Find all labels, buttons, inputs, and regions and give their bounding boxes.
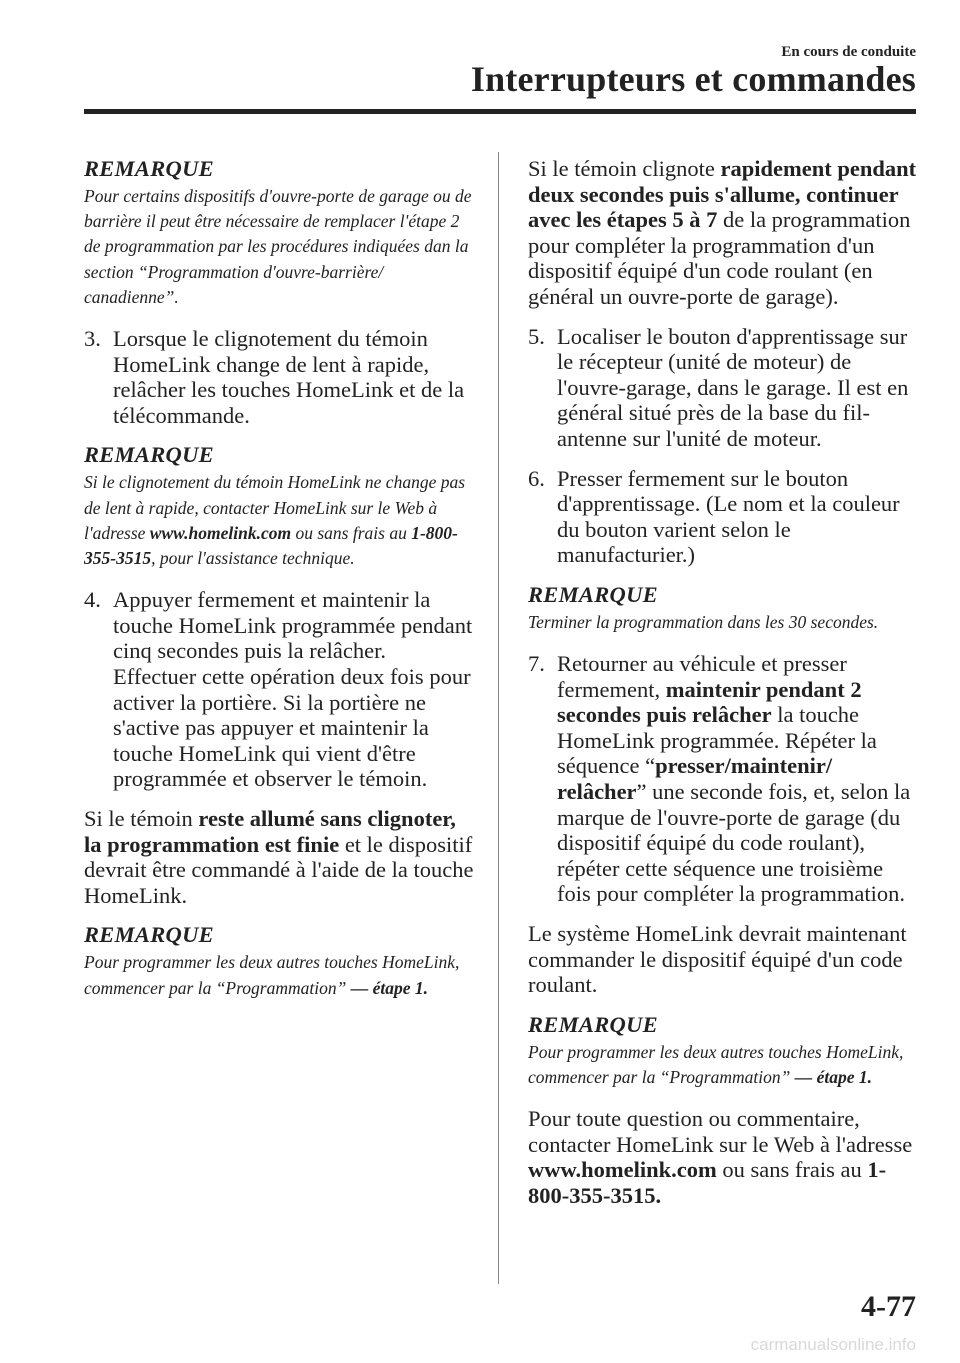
step-number: 7. [528,651,545,677]
note-text: Pour certains dispositifs d'ouvre-porte de garage ou de barrière il peut être nécessaire de remplacer l'étape 2 de programmation par les procédures indiquées dan la section “Programmation d'ouvre-barrière/ canadienne”. [84,186,472,307]
step-text: Appuyer fermement et maintenir la touche HomeLink programmée pendant cinq secondes puis la relâcher. Effectuer cette opération deux fois pour activer la portière. Si la portière ne s'active pas appuyer et maintenir la touche HomeLink qui vient d'être programmée et observer le témoin. [113,587,473,792]
note-text-part: Pour programmer les deux autres touches HomeLink, commencer par la “Programmation” [84,952,460,998]
paragraph: Le système HomeLink devrait maintenant commander le dispositif équipé d'un code roulant. [528,921,907,998]
note-heading: REMARQUE [84,442,214,468]
step-number: 3. [84,326,101,352]
paragraph-part: Si le témoin [84,805,199,831]
homelink-phone: 1-800-355-3515. [528,1157,887,1209]
note-text [84,470,474,571]
step-text: Lorsque le clignotement du témoin HomeLink change de lent à rapide, relâcher les touches HomeLink et de la télécommande. [113,326,465,428]
homelink-url: www.homelink.com [149,522,292,543]
header-rule [84,109,916,114]
homelink-phone: 1-800-355-3515 [84,522,458,568]
note-text [84,950,474,1000]
paragraph [528,1106,920,1208]
note-text-part: Si le clignotement du témoin HomeLink ne change pas de lent à rapide, contacter HomeLink sur le Web à l'adresse [84,472,466,543]
step-text-part: la touche HomeLink programmée. Répéter la séquence “ [557,702,877,779]
section-header: En cours de conduite [781,44,916,60]
note-heading: REMARQUE [84,156,214,181]
step-6 [528,466,920,568]
note-text-part: Pour programmer les deux autres touches HomeLink, commencer par la “Programmation” [528,1041,904,1088]
paragraph [528,156,920,310]
paragraph-part: et le dispositif devrait être commandé à l'aide de la touche HomeLink. [84,831,474,908]
step-text: Presser fermement sur le bouton d'apprentissage. (Le nom et la couleur du bouton varient selon le manufacturier.) [557,465,900,568]
step-number: 5. [528,323,545,349]
column-divider [498,152,499,1284]
watermark: carmanualsonline.info [750,1335,916,1354]
step-text-part: Retourner au véhicule et presser fermement, [557,651,847,702]
step-number: 4. [84,587,101,613]
step-text-part: ” une seconde fois, et, selon la marque de l'ouvre-porte de garage (du dispositif équipé du code roulant), répéter cette séquence une troisième fois pour compléter la programmation. [557,779,911,907]
paragraph-part: Si le témoin clignote [528,156,721,181]
note-bold: — étape 1. [794,1067,872,1088]
paragraph-part: de la programmation pour compléter la programmation d'un dispositif équipé d'un code roulant (en général un ouvre-porte de garage). [528,207,911,309]
page-number: 4-77 [861,1290,916,1323]
paragraph-bold: reste allumé sans clignoter, la programmation est finie [84,805,456,857]
right-column [528,156,920,1223]
step-3 [84,326,474,428]
step-bold: presser/maintenir/ relâcher [557,753,833,805]
note-heading: REMARQUE [528,581,658,607]
paragraph-bold: rapidement pendant deux secondes puis s'allume, continuer avec les étapes 5 à 7 [528,156,917,233]
note-text-part: , pour l'assistance technique. [151,548,355,568]
step-7 [528,651,920,907]
note-text [528,1040,920,1090]
step-4 [84,587,474,792]
step-bold: maintenir pendant 2 secondes puis relâcher [557,676,862,728]
step-5 [528,324,920,452]
left-column [84,156,474,1017]
note-bold: — étape 1. [350,977,428,998]
step-number: 6. [528,465,545,491]
paragraph [84,806,474,908]
step-text: Localiser le bouton d'apprentissage sur le récepteur (unité de moteur) de l'ouvre-garage, dans le garage. Il est en général situé près de la base du fil-antenne sur l'unité de moteur. [557,323,909,451]
note-heading: REMARQUE [528,1011,658,1037]
step-text [557,651,920,907]
note-text: Terminer la programmation dans les 30 secondes. [528,611,879,632]
homelink-url: www.homelink.com [528,1157,717,1183]
page-title: Interrupteurs et commandes [470,59,916,99]
note-heading: REMARQUE [84,922,214,948]
paragraph-part: Pour toute question ou commentaire, contacter HomeLink sur le Web à l'adresse [528,1106,913,1157]
note-text-part: ou sans frais au [291,522,412,543]
paragraph-part: ou sans frais au [716,1157,868,1183]
